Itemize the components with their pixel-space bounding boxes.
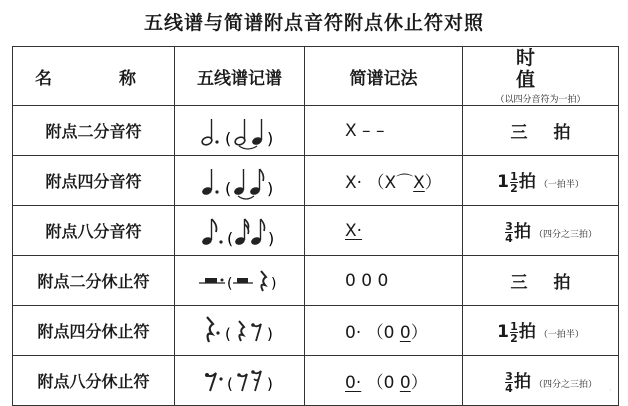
svg-text:): ) — [266, 178, 273, 198]
svg-text:(: ( — [224, 128, 231, 148]
beat-value: 1 $\frac{1}{2}$ 拍 （一拍半） — [463, 306, 619, 356]
header-value: 时值 （以四分音符为一拍） — [463, 47, 619, 106]
jianpu-notation: 0· （0 0） — [305, 356, 463, 406]
svg-text:(: ( — [226, 228, 233, 248]
jianpu-notation: X· — [305, 206, 463, 256]
dotted-quarter-rest-icon — [175, 306, 305, 356]
jianpu-notation: X· （X⌒X） — [305, 156, 463, 206]
header-name: 名 称 — [13, 47, 175, 106]
dotted-half-note-icon — [175, 106, 305, 156]
dotted-eighth-note-icon — [175, 206, 305, 256]
row-name: 附点二分音符 — [13, 106, 175, 156]
table-header-row — [13, 47, 619, 106]
svg-text:): ) — [266, 374, 273, 393]
dotted-eighth-rest-icon — [175, 356, 305, 406]
svg-text:(: ( — [224, 178, 231, 198]
row-name: 附点八分休止符 — [13, 356, 175, 406]
table-row — [13, 206, 619, 256]
svg-text:): ) — [266, 324, 273, 343]
svg-text:(: ( — [226, 275, 232, 292]
table-row — [13, 356, 619, 406]
table-row — [13, 256, 619, 306]
beat-value: 三拍 — [463, 256, 619, 306]
page-title: 五线谱与简谱附点音符附点休止符对照 — [143, 12, 484, 34]
watermark: · — [609, 386, 612, 396]
row-name: 附点二分休止符 — [13, 256, 175, 306]
svg-text:(: ( — [224, 324, 231, 343]
row-name: 附点四分休止符 — [13, 306, 175, 356]
dotted-quarter-note-icon — [175, 156, 305, 206]
jianpu-notation: 0 0 0 — [305, 256, 463, 306]
comparison-table — [12, 46, 619, 406]
svg-text:(: ( — [226, 374, 233, 393]
svg-text:): ) — [266, 128, 273, 148]
beat-value: 1 $\frac{1}{2}$ 拍 （一拍半） — [463, 156, 619, 206]
header-staff: 五线谱记谱 — [175, 47, 305, 106]
beat-value: $\frac{3}{4}$ 拍 （四分之三拍） — [463, 206, 619, 256]
beat-value: 三拍 — [463, 106, 619, 156]
row-name: 附点八分音符 — [13, 206, 175, 256]
beat-value: $\frac{3}{4}$ 拍 （四分之三拍） — [463, 356, 619, 406]
jianpu-notation: X – – — [305, 106, 463, 156]
header-jianpu: 简谱记法 — [305, 47, 463, 106]
svg-text:): ) — [270, 275, 276, 292]
table-row — [13, 156, 619, 206]
svg-text:): ) — [267, 228, 274, 248]
table-row — [13, 306, 619, 356]
jianpu-notation: 0· （0 0） — [305, 306, 463, 356]
row-name: 附点四分音符 — [13, 156, 175, 206]
table-row — [13, 106, 619, 156]
dotted-half-rest-icon — [175, 256, 305, 306]
